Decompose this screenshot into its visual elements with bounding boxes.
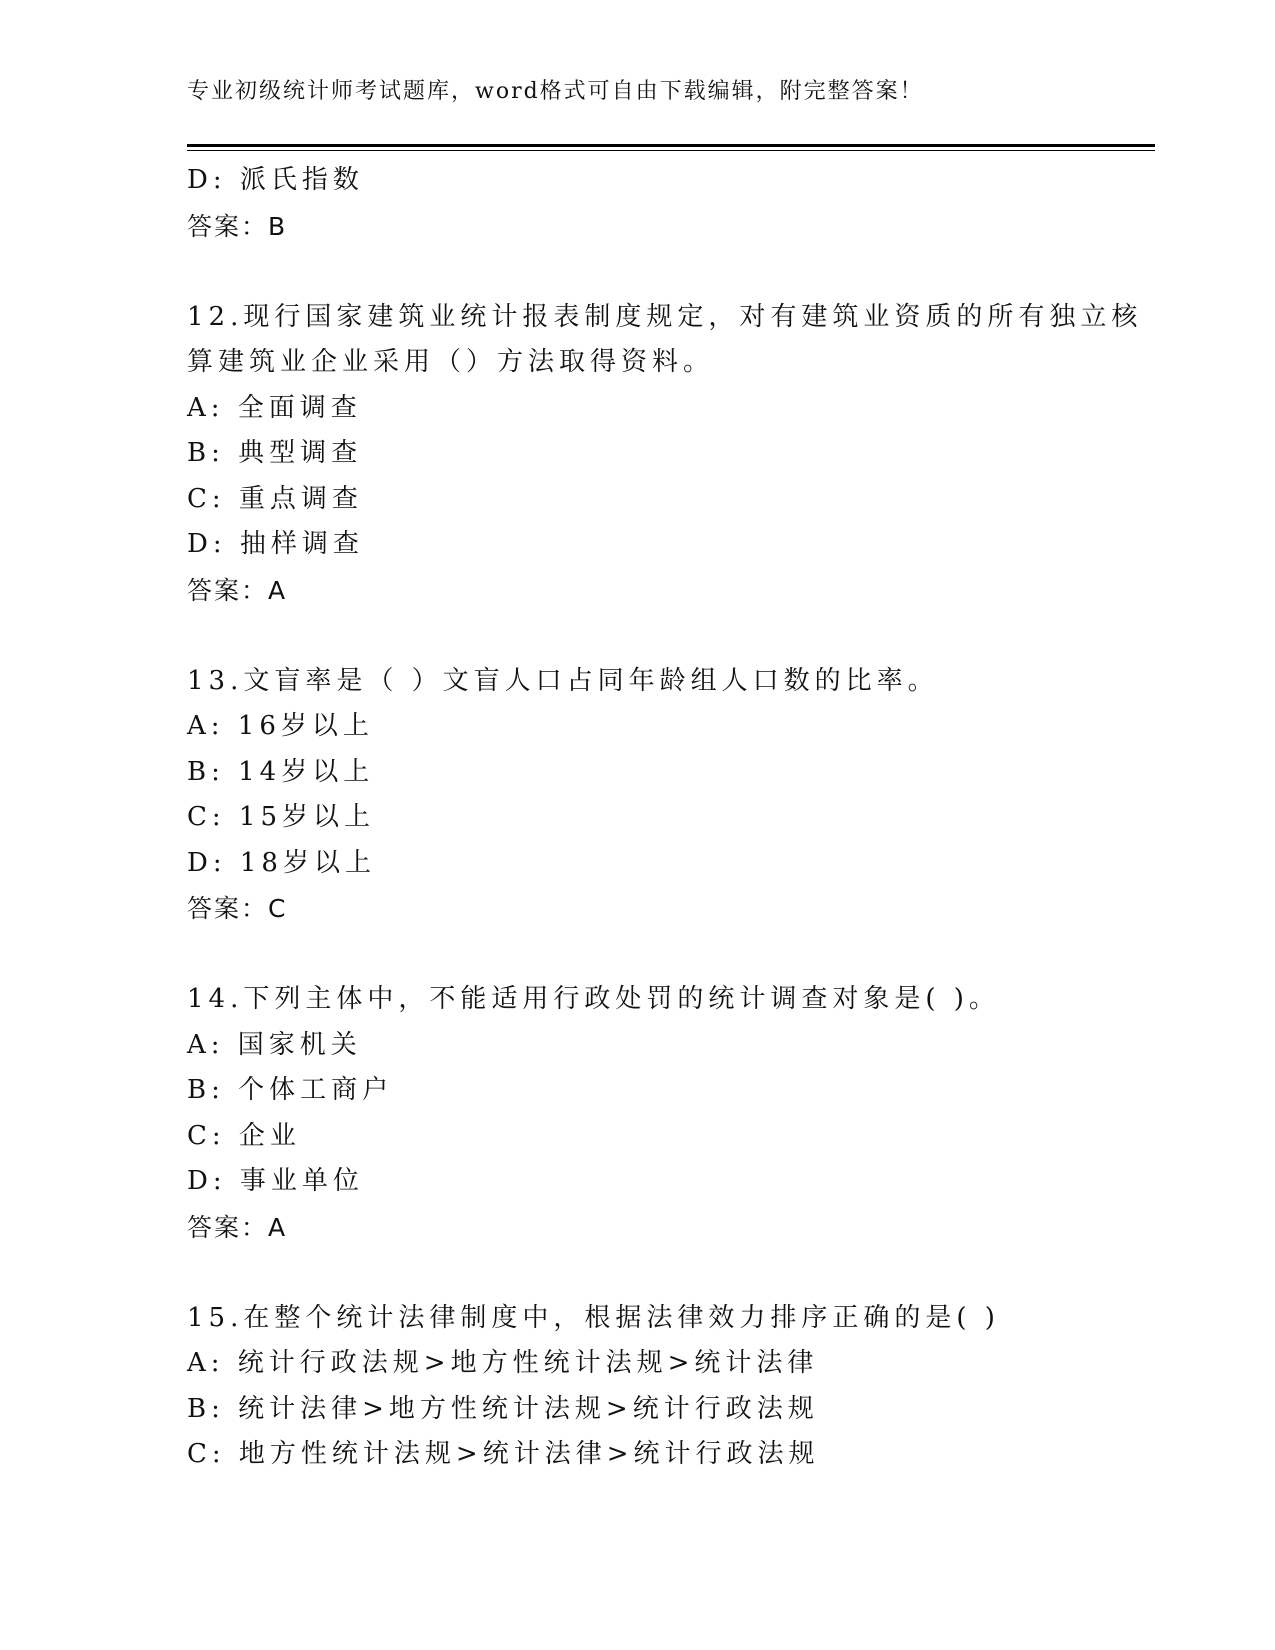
- question-text: 15.在整个统计法律制度中，根据法律效力排序正确的是( ): [187, 1302, 1000, 1333]
- question-14: [187, 977, 1087, 1250]
- question-15: [187, 1296, 1087, 1478]
- option-b: B: 个体工商户: [187, 1075, 394, 1105]
- question-13: [187, 659, 1087, 932]
- option-b: B: 14岁以上: [187, 756, 375, 787]
- option-c: C: 地方性统计法规>统计法律>统计行政法规: [187, 1439, 820, 1469]
- option-d: D: 18岁以上: [187, 847, 376, 878]
- option-d: D: 抽样调查: [187, 529, 364, 559]
- question-text-cont: 算建筑业企业采用（）方法取得资料。: [187, 347, 715, 377]
- prev-question-tail: [187, 158, 1087, 249]
- question-text: 14.下列主体中，不能适用行政处罚的统计调查对象是( )。: [187, 984, 1000, 1014]
- option-a: A: 国家机关: [187, 1029, 362, 1060]
- option-c: C: 企业: [187, 1120, 301, 1151]
- header-rule-thin: [187, 150, 1155, 151]
- answer: 答案：C: [187, 894, 288, 923]
- option-a: A: 统计行政法规>地方性统计法规>统计法律: [187, 1348, 819, 1378]
- question-text: 13.文盲率是（ ）文盲人口占同年龄组人口数的比率。: [187, 665, 939, 696]
- option-a: A: 16岁以上: [187, 711, 374, 741]
- question-text: 12.现行国家建筑业统计报表制度规定，对有建筑业资质的所有独立核: [187, 301, 1143, 332]
- question-list: [187, 158, 1143, 1478]
- page-header: 专业初级统计师考试题库，word格式可自由下载编辑，附完整答案！: [187, 79, 924, 104]
- answer: 答案：A: [187, 1212, 288, 1242]
- option-c: C: 重点调查: [187, 483, 363, 514]
- question-12: [187, 295, 1143, 614]
- option-b: B: 统计法律>地方性统计法规>统计行政法规: [187, 1393, 819, 1424]
- option-d: D: 事业单位: [187, 1166, 364, 1196]
- option-b: B: 典型调查: [187, 438, 363, 468]
- answer: 答案：A: [187, 575, 288, 605]
- option-d: D: 派氏指数: [187, 165, 364, 195]
- answer: 答案：B: [187, 211, 288, 241]
- header-rule-thick: [187, 144, 1155, 147]
- option-c: C: 15岁以上: [187, 802, 376, 832]
- option-a: A: 全面调查: [187, 392, 362, 423]
